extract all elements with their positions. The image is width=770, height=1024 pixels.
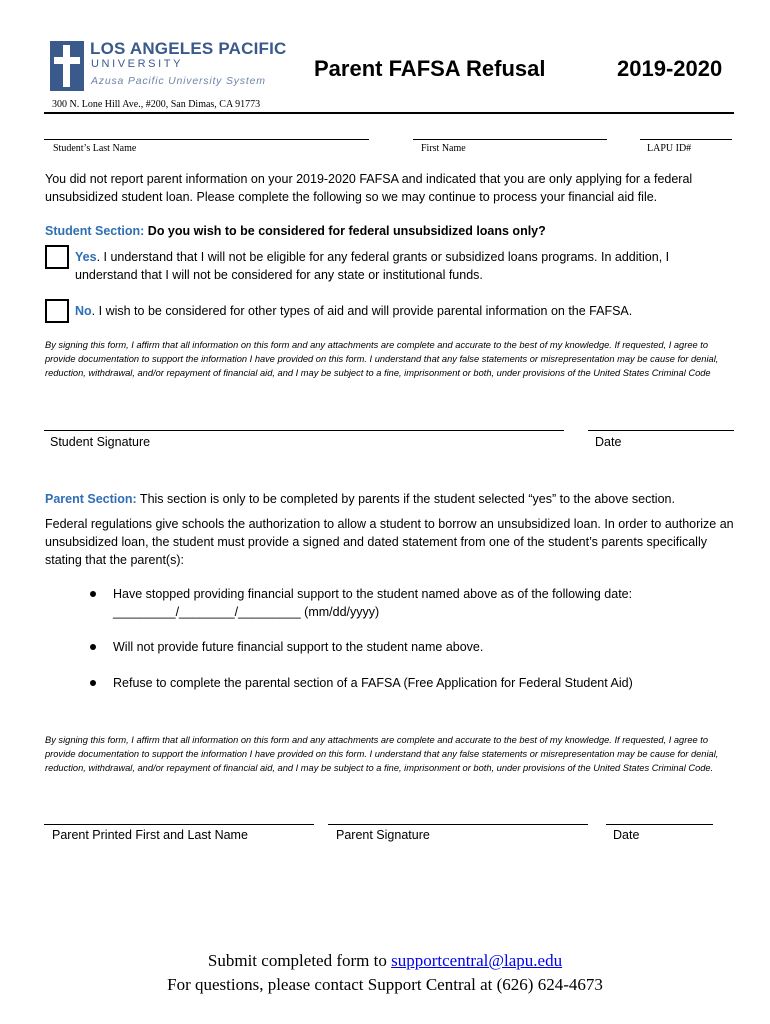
no-option: [75, 302, 725, 320]
parent-section-label: Parent Section:: [45, 492, 137, 506]
student-section-question: Do you wish to be considered for federal unsubsidized loans only?: [147, 224, 546, 238]
parent-date-line[interactable]: [606, 824, 713, 825]
parent-affirmation: By signing this form, I affirm that all information on this form and any attachments are complete and accurate to the best of my knowledge. If requested, I agree to provide documentation to support the information I have provided on this form. I understand that any false statements or misrepresentation may be cause for denial, reduction, withdrawal, and/or repayment of financial aid, and I may be subject to a fine, imprisonment or both, under provisions of the United States Criminal Code.: [45, 735, 719, 773]
bullet-stopped-date: _________/________/_________ (mm/dd/yyyy): [113, 605, 380, 619]
parent-signature-label: Parent Signature: [336, 828, 430, 842]
form-year: 2019-2020: [617, 56, 723, 81]
student-signature-line[interactable]: [44, 430, 564, 431]
bullet-icon: [90, 644, 96, 650]
student-section-label: Student Section:: [45, 224, 145, 238]
last-name-line[interactable]: [44, 139, 369, 140]
parent-section-heading: [45, 490, 735, 508]
submit-instructions: [0, 951, 770, 971]
support-email-link[interactable]: supportcentral@lapu.edu: [391, 951, 563, 970]
intro-text: You did not report parent information on your 2019-2020 FAFSA and indicated that you are only applying for a federal unsubsidized student loan. Please complete the following so we may continue to process your financial aid file.: [45, 172, 693, 204]
parent-printed-name-line[interactable]: [44, 824, 314, 825]
yes-checkbox[interactable]: [45, 245, 69, 269]
yes-label: Yes: [75, 250, 97, 264]
parent-section-intro: This section is only to be completed by parents if the student selected “yes” to the above section.: [136, 492, 675, 506]
contact-info: For questions, please contact Support Central at (626) 624-4673: [167, 975, 603, 994]
university-logo: [50, 39, 287, 92]
submit-prefix: Submit completed form to: [207, 951, 392, 970]
student-section-heading: [45, 222, 735, 240]
parent-printed-name-label: Parent Printed First and Last Name: [52, 828, 248, 842]
lapu-id-label: LAPU ID#: [647, 143, 692, 154]
last-name-label: Student’s Last Name: [53, 143, 137, 154]
student-affirmation: By signing this form, I affirm that all information on this form and any attachments are complete and accurate to the best of my knowledge. If requested, I agree to provide documentation to support the information I have provided on this form. I understand that any false statements or misrepresentation may be cause for denial, reduction, withdrawal, and/or repayment of financial aid, and I may be subject to a fine, imprisonment or both, under provisions of the United States Criminal Code: [45, 340, 719, 378]
bullet-icon: [90, 591, 96, 597]
cross-shield-icon: [50, 41, 84, 91]
first-name-line[interactable]: [413, 139, 607, 140]
no-text: . I wish to be considered for other types of aid and will provide parental information on the FAFSA.: [91, 304, 633, 318]
student-date-label: Date: [595, 435, 622, 449]
lapu-id-line[interactable]: [640, 139, 732, 140]
student-signature-label: Student Signature: [50, 435, 151, 449]
no-checkbox[interactable]: [45, 299, 69, 323]
bullet-stopped-support: Have stopped providing financial support to the student named above as of the following date:: [113, 587, 633, 601]
form-title: Parent FAFSA Refusal: [314, 56, 546, 81]
first-name-label: First Name: [421, 143, 466, 154]
logo-system: Azusa Pacific University System: [91, 75, 266, 87]
yes-option: [75, 248, 725, 284]
address: 300 N. Lone Hill Ave., #200, San Dimas, CA 91773: [52, 99, 261, 110]
no-label: No: [75, 304, 92, 318]
regulations-text: Federal regulations give schools the authorization to allow a student to borrow an unsubsidized loan. In order to authorize an unsubsidized loan, the student must provide a signed and dated statement from one of the student’s parents specifically stating that the parent(s):: [45, 517, 734, 567]
parent-date-label: Date: [613, 828, 640, 842]
header-divider: [44, 112, 734, 114]
bullet-no-future-support: Will not provide future financial support to the student name above.: [113, 640, 484, 654]
logo-name: LOS ANGELES PACIFIC: [90, 39, 287, 58]
bullet-icon: [90, 680, 96, 686]
parent-signature-line[interactable]: [328, 824, 588, 825]
student-date-line[interactable]: [588, 430, 734, 431]
bullet-refuse-fafsa: Refuse to complete the parental section of a FAFSA (Free Application for Federal Student Aid): [113, 676, 633, 690]
logo-subtitle: UNIVERSITY: [91, 58, 184, 70]
yes-text: . I understand that I will not be eligible for any federal grants or subsidized loans programs. In addition, I understand that I will not be considered for any state or institutional funds.: [75, 250, 670, 282]
